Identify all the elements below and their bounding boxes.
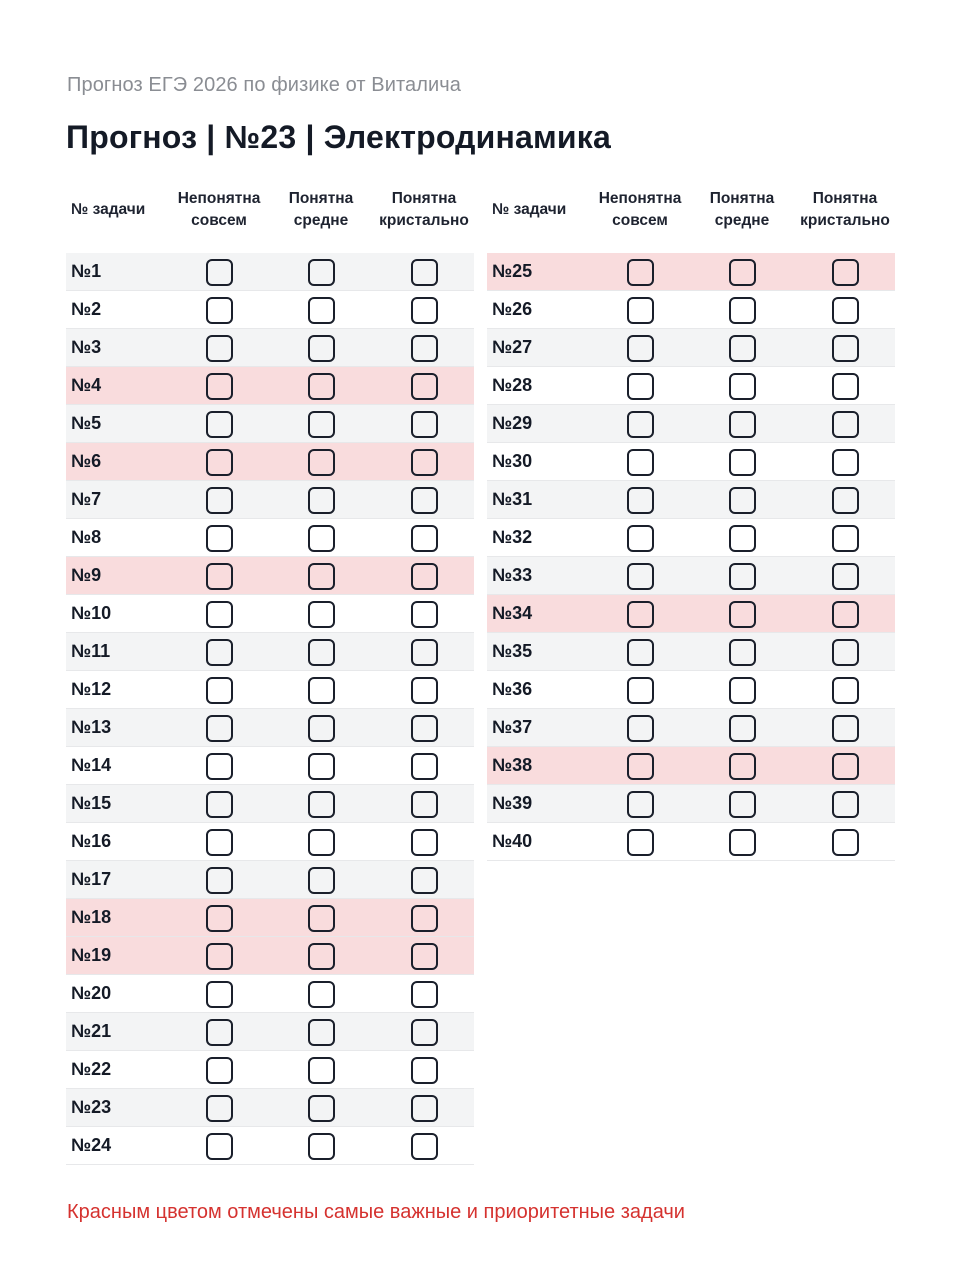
medium-understood-checkbox[interactable] — [308, 563, 335, 590]
not-understood-checkbox[interactable] — [206, 715, 233, 742]
task-number-label: №14 — [71, 755, 112, 775]
not-understood-checkbox[interactable] — [627, 677, 654, 704]
table-row-priority — [487, 253, 895, 291]
medium-understood-checkbox[interactable] — [308, 297, 335, 324]
task-number-label: №13 — [71, 717, 112, 737]
fully-understood-checkbox[interactable] — [411, 1019, 438, 1046]
medium-understood-checkbox[interactable] — [729, 335, 756, 362]
fully-understood-checkbox[interactable] — [832, 829, 859, 856]
task-number-label: №29 — [492, 413, 533, 433]
not-understood-checkbox[interactable] — [206, 563, 233, 590]
table-row — [487, 291, 895, 329]
table-rows-left — [66, 253, 474, 1165]
table-row — [487, 785, 895, 823]
task-number-label: №9 — [71, 565, 102, 585]
fully-understood-checkbox[interactable] — [832, 639, 859, 666]
table-row — [487, 329, 895, 367]
medium-understood-checkbox[interactable] — [308, 905, 335, 932]
not-understood-checkbox[interactable] — [206, 981, 233, 1008]
header-fully-understood: Понятна кристально — [379, 190, 469, 229]
not-understood-checkbox[interactable] — [206, 791, 233, 818]
task-number-label: №38 — [492, 755, 533, 775]
not-understood-checkbox[interactable] — [627, 373, 654, 400]
medium-understood-checkbox[interactable] — [729, 601, 756, 628]
medium-understood-checkbox[interactable] — [308, 1133, 335, 1160]
table-rows-right — [487, 253, 895, 861]
table-row — [66, 709, 474, 747]
table-row — [66, 253, 474, 291]
fully-understood-checkbox[interactable] — [411, 601, 438, 628]
table-row — [66, 633, 474, 671]
table-row — [487, 519, 895, 557]
medium-understood-checkbox[interactable] — [308, 259, 335, 286]
table-row — [66, 291, 474, 329]
medium-understood-checkbox[interactable] — [308, 981, 335, 1008]
medium-understood-checkbox[interactable] — [729, 259, 756, 286]
not-understood-checkbox[interactable] — [206, 1057, 233, 1084]
table-row — [66, 481, 474, 519]
medium-understood-checkbox[interactable] — [729, 753, 756, 780]
fully-understood-checkbox[interactable] — [411, 411, 438, 438]
fully-understood-checkbox[interactable] — [832, 259, 859, 286]
task-number-label: №10 — [71, 603, 112, 623]
not-understood-checkbox[interactable] — [206, 259, 233, 286]
not-understood-checkbox[interactable] — [206, 449, 233, 476]
not-understood-checkbox[interactable] — [206, 373, 233, 400]
not-understood-checkbox[interactable] — [627, 449, 654, 476]
not-understood-checkbox[interactable] — [627, 487, 654, 514]
fully-understood-checkbox[interactable] — [832, 411, 859, 438]
fully-understood-checkbox[interactable] — [411, 753, 438, 780]
not-understood-checkbox[interactable] — [627, 525, 654, 552]
medium-understood-checkbox[interactable] — [729, 829, 756, 856]
fully-understood-checkbox[interactable] — [411, 1095, 438, 1122]
fully-understood-checkbox[interactable] — [411, 373, 438, 400]
page-title: Прогноз | №23 | Электродинамика — [66, 119, 612, 155]
medium-understood-checkbox[interactable] — [308, 1057, 335, 1084]
not-understood-checkbox[interactable] — [627, 563, 654, 590]
not-understood-checkbox[interactable] — [627, 259, 654, 286]
medium-understood-checkbox[interactable] — [308, 601, 335, 628]
fully-understood-checkbox[interactable] — [832, 715, 859, 742]
not-understood-checkbox[interactable] — [206, 829, 233, 856]
not-understood-checkbox[interactable] — [627, 715, 654, 742]
task-table-right — [487, 182, 895, 861]
medium-understood-checkbox[interactable] — [308, 1019, 335, 1046]
task-table-left — [66, 182, 474, 1165]
table-row-priority — [487, 595, 895, 633]
priority-note: Красным цветом отмечены самые важные и приоритетные задачи — [67, 1201, 685, 1223]
task-number-label: №31 — [492, 489, 533, 509]
medium-understood-checkbox[interactable] — [308, 715, 335, 742]
table-row — [487, 405, 895, 443]
fully-understood-checkbox[interactable] — [411, 639, 438, 666]
table-row — [487, 443, 895, 481]
table-row — [487, 633, 895, 671]
table-row-priority — [66, 443, 474, 481]
header-task-number: № задачи — [71, 201, 146, 218]
task-number-label: №15 — [71, 793, 112, 813]
medium-understood-checkbox[interactable] — [308, 1095, 335, 1122]
task-number-label: №3 — [71, 337, 102, 357]
header-not-understood: Непонятна совсем — [598, 190, 682, 229]
not-understood-checkbox[interactable] — [627, 411, 654, 438]
fully-understood-checkbox[interactable] — [832, 487, 859, 514]
task-number-label: №20 — [71, 983, 112, 1003]
not-understood-checkbox[interactable] — [206, 1095, 233, 1122]
table-row — [66, 1089, 474, 1127]
table-row-priority — [66, 899, 474, 937]
table-row-priority — [66, 367, 474, 405]
medium-understood-checkbox[interactable] — [729, 373, 756, 400]
task-number-label: №12 — [71, 679, 112, 699]
fully-understood-checkbox[interactable] — [832, 449, 859, 476]
medium-understood-checkbox[interactable] — [308, 677, 335, 704]
table-row — [487, 671, 895, 709]
task-number-label: №39 — [492, 793, 533, 813]
fully-understood-checkbox[interactable] — [832, 335, 859, 362]
fully-understood-checkbox[interactable] — [411, 1133, 438, 1160]
medium-understood-checkbox[interactable] — [729, 563, 756, 590]
fully-understood-checkbox[interactable] — [411, 791, 438, 818]
medium-understood-checkbox[interactable] — [308, 449, 335, 476]
task-number-label: №33 — [492, 565, 533, 585]
table-row — [66, 1051, 474, 1089]
not-understood-checkbox[interactable] — [206, 943, 233, 970]
header-not-understood: Непонятна совсем — [177, 190, 261, 229]
fully-understood-checkbox[interactable] — [411, 829, 438, 856]
table-row — [66, 1127, 474, 1165]
table-row — [66, 329, 474, 367]
not-understood-checkbox[interactable] — [206, 905, 233, 932]
not-understood-checkbox[interactable] — [206, 335, 233, 362]
task-number-label: №23 — [71, 1097, 112, 1117]
table-row-priority — [66, 557, 474, 595]
task-number-label: №6 — [71, 451, 102, 471]
medium-understood-checkbox[interactable] — [729, 791, 756, 818]
table-row — [66, 405, 474, 443]
table-row — [66, 861, 474, 899]
task-number-label: №27 — [492, 337, 533, 357]
table-row-priority — [487, 747, 895, 785]
fully-understood-checkbox[interactable] — [411, 1057, 438, 1084]
fully-understood-checkbox[interactable] — [832, 297, 859, 324]
task-number-label: №8 — [71, 527, 102, 547]
medium-understood-checkbox[interactable] — [729, 449, 756, 476]
task-number-label: №26 — [492, 299, 533, 319]
not-understood-checkbox[interactable] — [627, 829, 654, 856]
header-medium-understood: Понятна средне — [288, 190, 354, 229]
task-number-label: №28 — [492, 375, 533, 395]
table-row — [487, 367, 895, 405]
medium-understood-checkbox[interactable] — [308, 487, 335, 514]
task-number-label: №4 — [71, 375, 102, 395]
task-number-label: №22 — [71, 1059, 112, 1079]
medium-understood-checkbox[interactable] — [729, 677, 756, 704]
table-header — [487, 182, 895, 250]
medium-understood-checkbox[interactable] — [729, 487, 756, 514]
task-number-label: №18 — [71, 907, 112, 927]
not-understood-checkbox[interactable] — [627, 753, 654, 780]
table-row — [66, 595, 474, 633]
medium-understood-checkbox[interactable] — [308, 753, 335, 780]
not-understood-checkbox[interactable] — [206, 411, 233, 438]
medium-understood-checkbox[interactable] — [308, 791, 335, 818]
medium-understood-checkbox[interactable] — [308, 639, 335, 666]
not-understood-checkbox[interactable] — [206, 487, 233, 514]
fully-understood-checkbox[interactable] — [832, 677, 859, 704]
task-number-label: №16 — [71, 831, 112, 851]
fully-understood-checkbox[interactable] — [411, 449, 438, 476]
medium-understood-checkbox[interactable] — [729, 639, 756, 666]
fully-understood-checkbox[interactable] — [411, 525, 438, 552]
medium-understood-checkbox[interactable] — [308, 943, 335, 970]
not-understood-checkbox[interactable] — [627, 639, 654, 666]
table-row — [487, 481, 895, 519]
task-number-label: №32 — [492, 527, 533, 547]
fully-understood-checkbox[interactable] — [411, 563, 438, 590]
task-number-label: №37 — [492, 717, 533, 737]
medium-understood-checkbox[interactable] — [308, 525, 335, 552]
fully-understood-checkbox[interactable] — [411, 487, 438, 514]
not-understood-checkbox[interactable] — [206, 601, 233, 628]
table-row — [66, 671, 474, 709]
not-understood-checkbox[interactable] — [206, 525, 233, 552]
medium-understood-checkbox[interactable] — [308, 411, 335, 438]
task-number-label: №1 — [71, 261, 102, 281]
fully-understood-checkbox[interactable] — [832, 753, 859, 780]
task-number-label: №17 — [71, 869, 112, 889]
not-understood-checkbox[interactable] — [206, 1019, 233, 1046]
table-row — [66, 823, 474, 861]
table-row — [487, 823, 895, 861]
not-understood-checkbox[interactable] — [627, 601, 654, 628]
task-number-label: №25 — [492, 261, 533, 281]
fully-understood-checkbox[interactable] — [411, 867, 438, 894]
table-row-priority — [66, 937, 474, 975]
medium-understood-checkbox[interactable] — [729, 297, 756, 324]
medium-understood-checkbox[interactable] — [308, 867, 335, 894]
table-header — [66, 182, 474, 250]
task-number-label: №30 — [492, 451, 533, 471]
fully-understood-checkbox[interactable] — [832, 601, 859, 628]
table-row — [66, 1013, 474, 1051]
medium-understood-checkbox[interactable] — [729, 411, 756, 438]
fully-understood-checkbox[interactable] — [411, 677, 438, 704]
table-row — [66, 785, 474, 823]
not-understood-checkbox[interactable] — [627, 791, 654, 818]
table-row — [66, 975, 474, 1013]
header-task-number: № задачи — [492, 201, 567, 218]
task-number-label: №11 — [71, 641, 111, 661]
task-number-label: №24 — [71, 1135, 112, 1155]
task-number-label: №40 — [492, 831, 533, 851]
header-fully-understood: Понятна кристально — [800, 190, 890, 229]
fully-understood-checkbox[interactable] — [832, 791, 859, 818]
medium-understood-checkbox[interactable] — [308, 829, 335, 856]
task-number-label: №35 — [492, 641, 533, 661]
task-number-label: №34 — [492, 603, 533, 623]
fully-understood-checkbox[interactable] — [411, 259, 438, 286]
header-medium-understood: Понятна средне — [709, 190, 775, 229]
not-understood-checkbox[interactable] — [627, 335, 654, 362]
not-understood-checkbox[interactable] — [206, 677, 233, 704]
fully-understood-checkbox[interactable] — [411, 335, 438, 362]
not-understood-checkbox[interactable] — [627, 297, 654, 324]
not-understood-checkbox[interactable] — [206, 297, 233, 324]
fully-understood-checkbox[interactable] — [411, 715, 438, 742]
table-row — [66, 519, 474, 557]
not-understood-checkbox[interactable] — [206, 753, 233, 780]
task-number-label: №7 — [71, 489, 102, 509]
task-number-label: №5 — [71, 413, 102, 433]
table-row — [487, 557, 895, 595]
fully-understood-checkbox[interactable] — [832, 373, 859, 400]
fully-understood-checkbox[interactable] — [411, 943, 438, 970]
table-row — [487, 709, 895, 747]
fully-understood-checkbox[interactable] — [832, 563, 859, 590]
fully-understood-checkbox[interactable] — [411, 905, 438, 932]
fully-understood-checkbox[interactable] — [832, 525, 859, 552]
medium-understood-checkbox[interactable] — [308, 373, 335, 400]
medium-understood-checkbox[interactable] — [308, 335, 335, 362]
fully-understood-checkbox[interactable] — [411, 981, 438, 1008]
table-row — [66, 747, 474, 785]
not-understood-checkbox[interactable] — [206, 639, 233, 666]
medium-understood-checkbox[interactable] — [729, 525, 756, 552]
task-number-label: №2 — [71, 299, 102, 319]
task-number-label: №19 — [71, 945, 112, 965]
page-subtitle: Прогноз ЕГЭ 2026 по физике от Виталича — [67, 74, 462, 96]
not-understood-checkbox[interactable] — [206, 867, 233, 894]
task-number-label: №36 — [492, 679, 533, 699]
medium-understood-checkbox[interactable] — [729, 715, 756, 742]
not-understood-checkbox[interactable] — [206, 1133, 233, 1160]
fully-understood-checkbox[interactable] — [411, 297, 438, 324]
task-number-label: №21 — [71, 1021, 112, 1041]
